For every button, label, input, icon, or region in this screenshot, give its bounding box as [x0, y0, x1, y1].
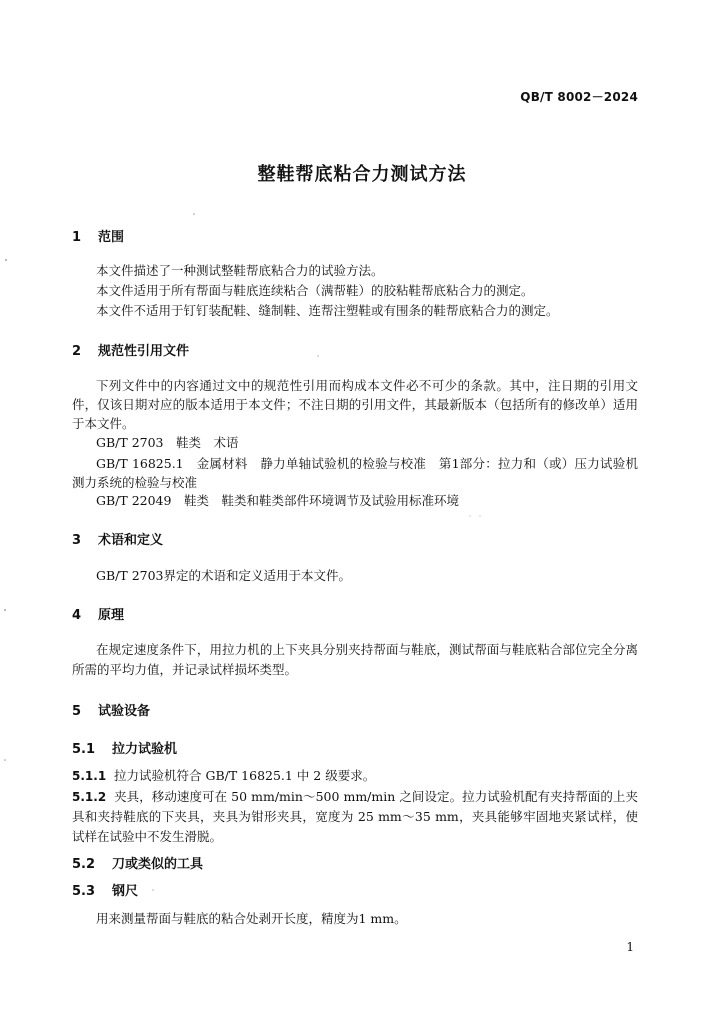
page-number: 1	[626, 940, 634, 954]
section-number: 3	[72, 533, 82, 548]
reference-item: GB/T 2703 鞋类 术语	[96, 435, 239, 450]
subsection-5-1-heading	[72, 738, 177, 757]
section-2-heading	[72, 340, 189, 359]
clause-number: 5.1.1	[72, 769, 107, 783]
reference-item: GB/T 22049 鞋类 鞋类和鞋类部件环境调节及试验用标准环境	[96, 493, 459, 508]
section-number: 5.3	[72, 884, 96, 899]
section-title: 试验设备	[98, 704, 151, 719]
standard-code: QB/T 8002－2024	[520, 90, 638, 104]
section-number: 5	[72, 704, 82, 719]
section-title: 钢尺	[112, 884, 139, 899]
paragraph: 本文件适用于所有帮面与鞋底连续粘合（满帮鞋）的胶粘鞋帮底粘合力的测定。	[96, 283, 534, 298]
paragraph: 在规定速度条件下，用拉力机的上下夹具分别夹持帮面与鞋底，测试帮面与鞋底粘合部位完全分离所需的平均力值，并记录试样损坏类型。	[72, 642, 638, 677]
section-title: 拉力试验机	[112, 742, 178, 757]
section-title: 原理	[98, 608, 125, 623]
paragraph: 下列文件中的内容通过文中的规范性引用而构成本文件必不可少的条款。其中，注日期的引用文件，仅该日期对应的版本适用于本文件；不注日期的引用文件，其最新版本（包括所有的修改单）适用于本文件。	[72, 378, 638, 431]
section-title: 刀或类似的工具	[112, 857, 204, 872]
clause-5-1-1	[72, 767, 375, 785]
section-5-heading	[72, 700, 150, 719]
subsection-5-2-heading	[72, 853, 203, 872]
subsection-5-3-heading	[72, 880, 138, 899]
section-3-heading	[72, 529, 163, 548]
clause-text: 拉力试验机符合 GB/T 16825.1 中 2 级要求。	[114, 768, 376, 783]
paragraph: 用来测量帮面与鞋底的粘合处剥开长度，精度为1 mm。	[96, 911, 407, 926]
section-title: 范围	[98, 230, 125, 245]
paragraph: GB/T 2703界定的术语和定义适用于本文件。	[96, 568, 352, 583]
section-number: 4	[72, 608, 82, 623]
section-title: 规范性引用文件	[98, 344, 190, 359]
section-1-heading	[72, 226, 124, 245]
section-number: 5.1	[72, 742, 96, 757]
clause-text: 夹具，移动速度可在 50 mm/min～500 mm/min 之间设定。拉力试验机配有夹持帮面的上夹具和夹持鞋底的下夹具，夹具为钳形夹具，宽度为 25 mm～35 mm，夹具能够牢固地夹紧试样，使试样在试验中不发生滑脱。	[72, 789, 638, 844]
clause-5-1-2	[72, 787, 638, 847]
section-number: 2	[72, 344, 82, 359]
clause-number: 5.1.2	[72, 790, 107, 804]
section-number: 5.2	[72, 857, 96, 872]
paragraph: 本文件不适用于钉钉装配鞋、缝制鞋、连帮注塑鞋或有围条的鞋帮底粘合力的测定。	[96, 303, 559, 318]
reference-item: GB/T 16825.1 金属材料 静力单轴试验机的检验与校准 第1部分：拉力和（或）压力试验机 测力系统的检验与校准	[72, 456, 651, 490]
page-title: 整鞋帮底粘合力测试方法	[257, 164, 467, 185]
section-title: 术语和定义	[98, 533, 164, 548]
paragraph: 本文件描述了一种测试整鞋帮底粘合力的试验方法。	[96, 263, 384, 278]
section-number: 1	[72, 230, 82, 245]
section-4-heading	[72, 604, 124, 623]
